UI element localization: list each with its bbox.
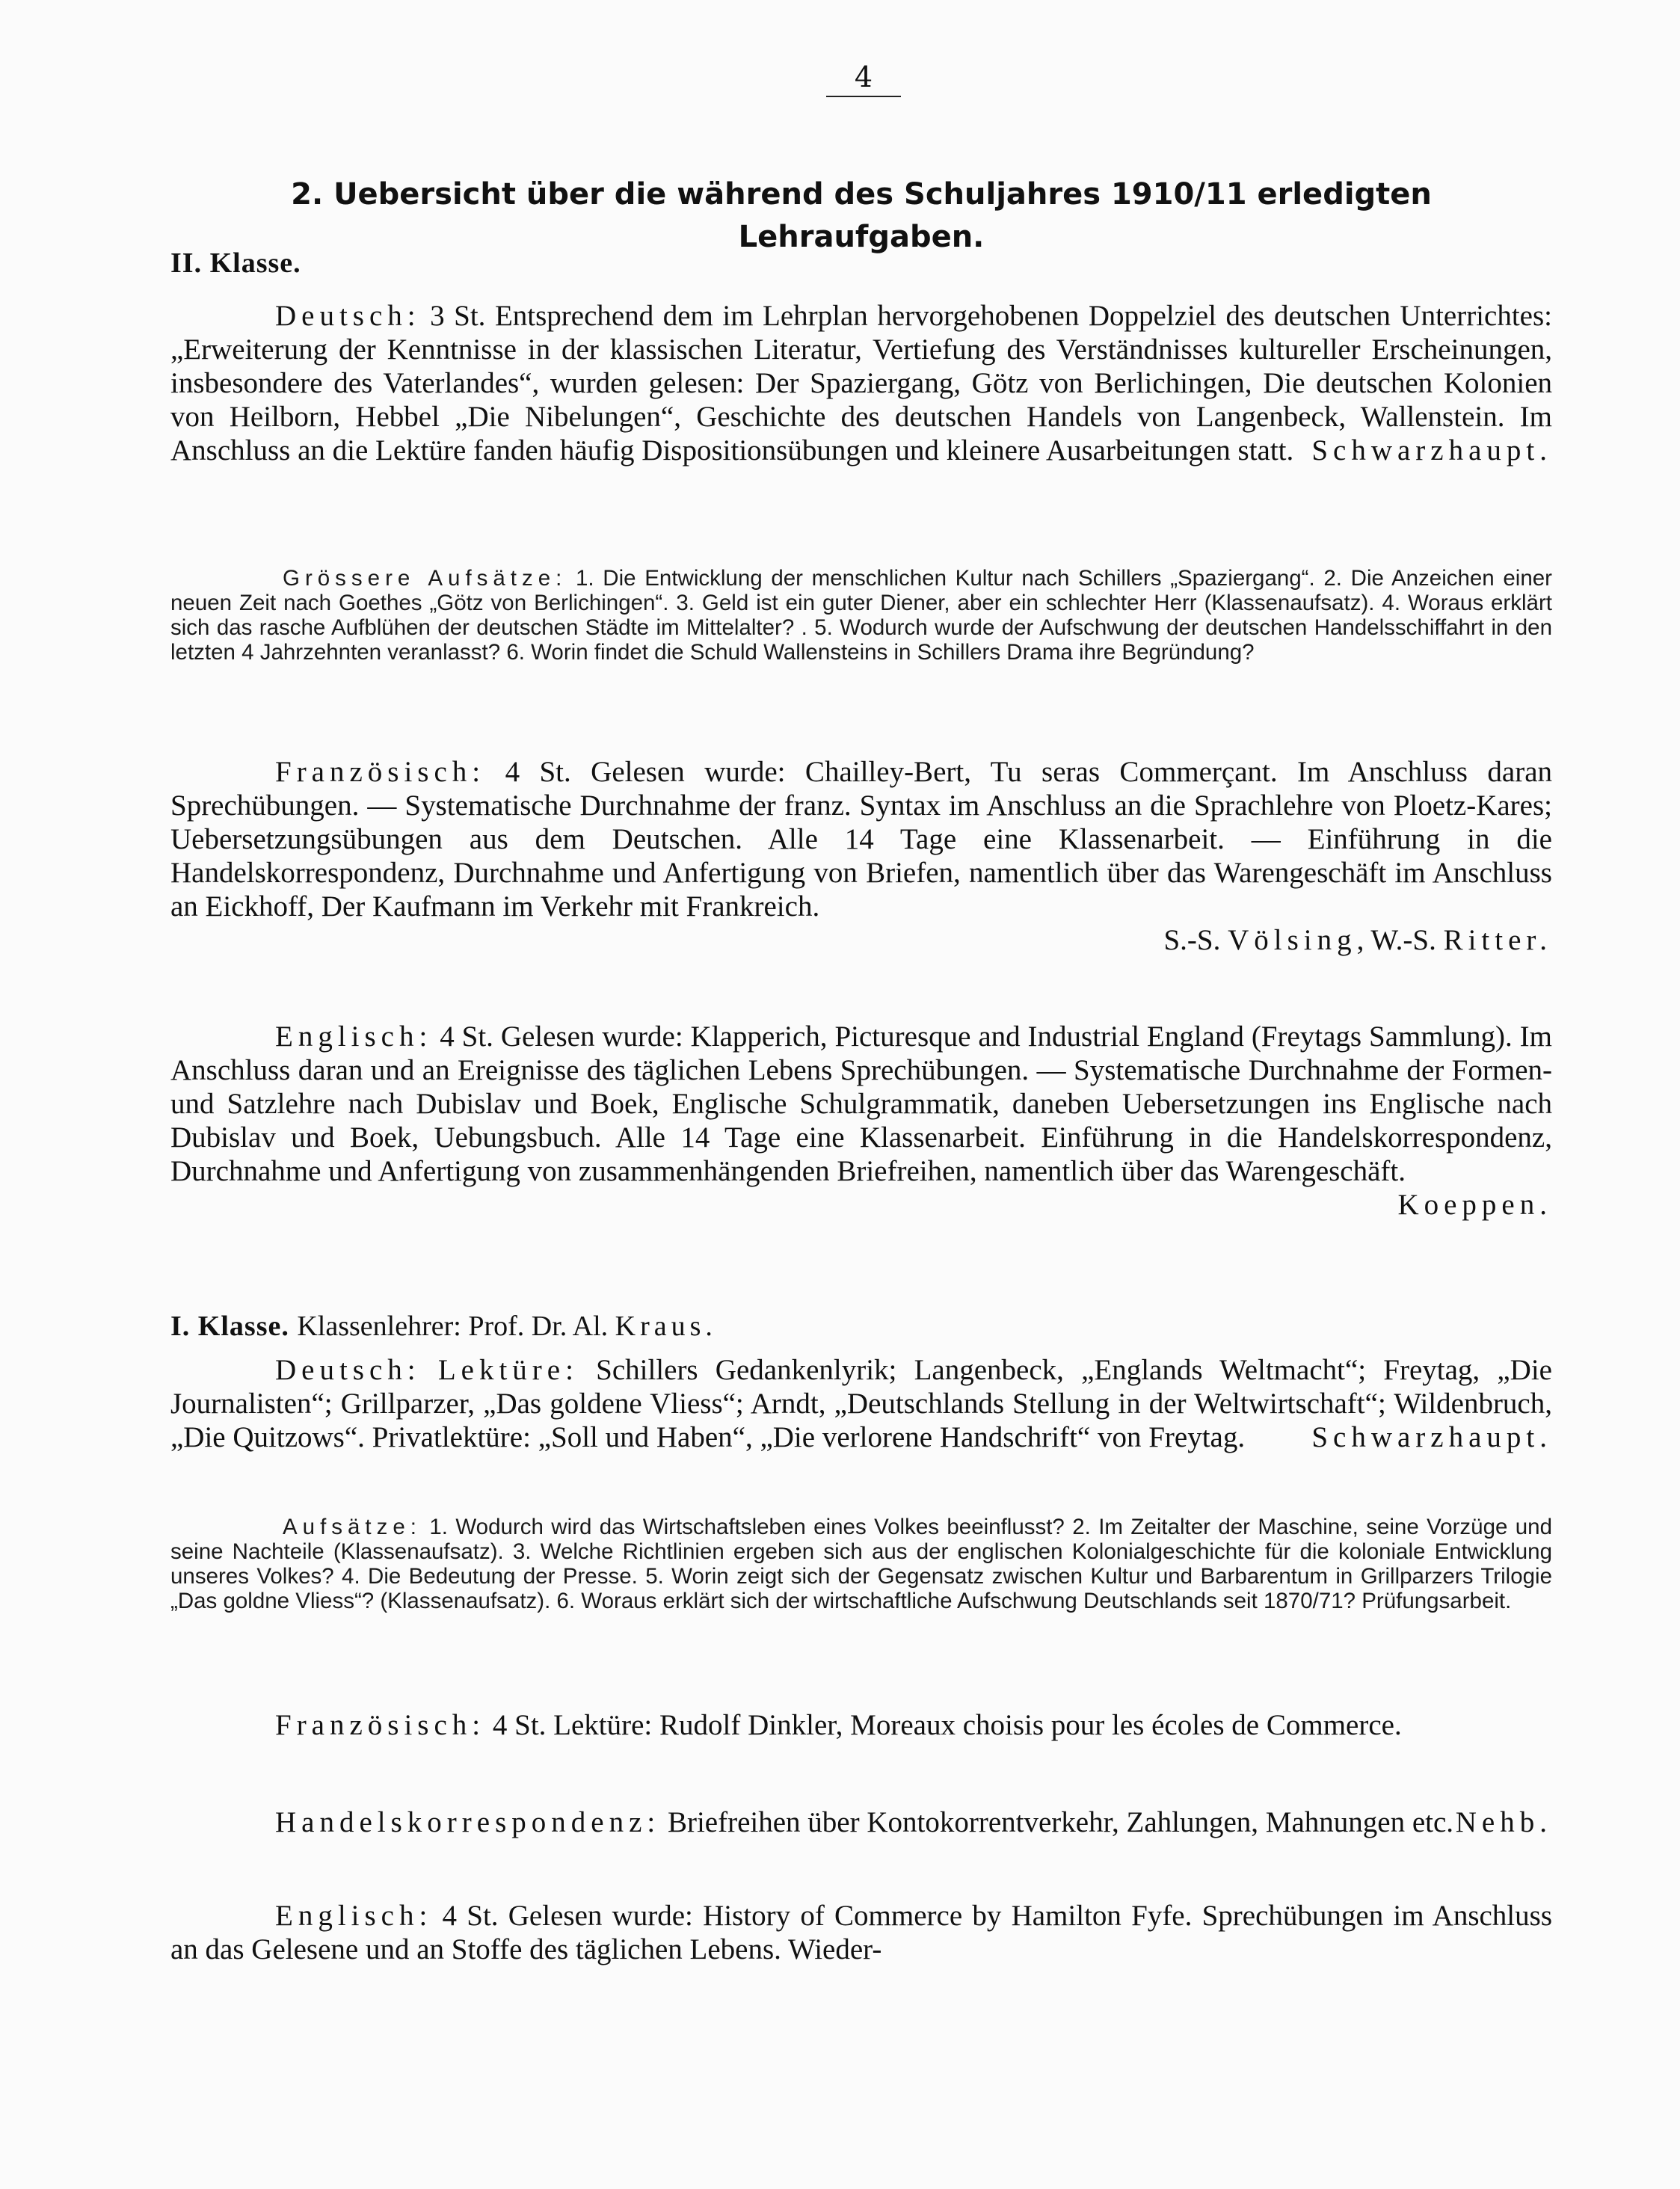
class-1-deutsch-text: Schillers Gedankenlyrik; Langenbeck, „Englands Weltmacht“; Freytag, „Die Journalisten“; Grillparzer, „Das goldene Vliess“; Arndt, „Deutschlands Stellung in der Weltwirtschaft“; Wildenbruch, „Die Quitzows“. Privatlektüre: „Soll und Haben“, „Die verlorene Handschrift“ von Freytag. — [170, 1354, 1552, 1453]
class-1-franzoesisch — [170, 1708, 1552, 1742]
class-1-aufsaetze — [170, 1515, 1552, 1613]
class-1-title: I. Klasse. — [170, 1311, 289, 1342]
section-title: 2. Uebersicht über die während des Schuljahres 1910/11 erledigten Lehraufgaben. — [291, 177, 1432, 254]
teacher-voelsing: Völsing — [1228, 924, 1357, 956]
class-1-englisch-text: 4 St. Gelesen wurde: History of Commerce by Hamilton Fyfe. Sprechübungen im Anschluss an das Gelesene und an Stoffe des täglichen Lebens. Wieder- — [170, 1900, 1552, 1965]
teacher-ritter: Ritter. — [1443, 924, 1552, 956]
class-2-englisch — [170, 1020, 1552, 1222]
class-2-heading: II. Klasse. — [170, 247, 301, 279]
class-2-franzoesisch-text: 4 St. Gelesen wurde: Chailley-Bert, Tu seras Commerçant. Im Anschluss daran Sprechübungen. — Systematische Durchnahme der franz. Syntax im Anschluss an die Sprachlehre von Ploetz-Kares; Uebersetzungsübungen aus dem Deutschen. Alle 14 Tage eine Klassenarbeit. — Einführung in die Handelskorrespondenz, Durchnahme und Anfertigung von Briefen, namentlich über das Warengeschäft im Anschluss an Eickhoff, Der Kaufmann im Verkehr mit Frankreich. — [170, 756, 1552, 923]
teacher-schwarzhaupt: Schwarzhaupt. — [1311, 434, 1552, 467]
subject-englisch-1: Englisch: — [275, 1900, 433, 1932]
class-2-deutsch — [170, 299, 1552, 467]
subject-deutsch: Deutsch: — [275, 300, 421, 332]
class-teacher-label: Klassenlehrer: Prof. Dr. Al. — [297, 1311, 615, 1342]
class-1-aufsaetze-text: 1. Wodurch wird das Wirtschaftsleben eines Volkes beeinflusst? 2. Im Zeitalter der Maschine, seine Vorzüge und seine Nachteile (Klassenaufsatz). 3. Welche Richtlinien ergeben sich aus der englischen Kolonialgeschichte für die koloniale Entwicklung unseres Volkes? 4. Die Bedeutung der Presse. 5. Worin zeigt sich der Gegensatz zwischen Kultur und Barbarentum in Grillparzers Trilogie „Das goldne Vliess“? (Klassenaufsatz). 6. Woraus erklärt sich der wirtschaftliche Aufschwung Deutschlands seit 1870/71? Prüfungsarbeit. — [170, 1515, 1552, 1613]
class-2-franzoesisch — [170, 755, 1552, 957]
teacher-nehb: Nehb. — [1455, 1806, 1552, 1838]
teacher-schwarzhaupt-1: Schwarzhaupt. — [1311, 1421, 1552, 1453]
aufsaetze-label: Grössere Aufsätze: — [283, 566, 567, 591]
class-teacher-name: Kraus. — [615, 1311, 717, 1342]
teacher-koeppen: Koeppen. — [1397, 1189, 1552, 1221]
subject-franzoesisch: Französisch: — [275, 756, 486, 788]
page-number: 4 — [826, 58, 901, 97]
class-2-aufsaetze-text: 1. Die Entwicklung der menschlichen Kultur nach Schillers „Spaziergang“. 2. Die Anzeichen einer neuen Zeit nach Goethes „Götz von Berlichingen“. 3. Geld ist ein guter Diener, aber ein schlechter Herr (Klassenaufsatz). 4. Woraus erklärt sich das rasche Aufblühen der deutschen Städte im Mittelalter? . 5. Wodurch wurde der Aufschwung der deutschen Handelsschiffahrt in den letzten 4 Jahrzehnten veranlasst? 6. Worin findet die Schuld Wallensteins in Schillers Drama ihre Begründung? — [170, 566, 1552, 665]
class-2-aufsaetze — [170, 566, 1552, 665]
aufsaetze-label-1: Aufsätze: — [283, 1515, 422, 1539]
class-2-deutsch-text: 3 St. Entsprechend dem im Lehrplan hervorgehobenen Doppelziel des deutschen Unterrichtes: „Erweiterung der Kenntnisse in der klassischen Literatur, Vertiefung des Verständnisses kultureller Erscheinungen, insbesondere des Vaterlandes“, wurden gelesen: Der Spaziergang, Götz von Berlichingen, Die deutschen Kolonien von Heilborn, Hebbel „Die Nibelungen“, Geschichte des deutschen Handels von Langenbeck, Wallenstein. Im Anschluss an die Lektüre fanden häufig Dispositionsübungen und kleinere Ausarbeitungen statt. — [170, 300, 1552, 467]
subject-handelskorrespondenz: Handelskorrespondenz: — [275, 1806, 661, 1838]
class-1-heading — [170, 1310, 717, 1343]
teacher-line-franzoesisch: S.-S. Völsing, W.-S. Ritter. — [1163, 924, 1552, 956]
class-1-handelskorrespondenz — [170, 1805, 1552, 1839]
lektuere-label: Lektüre: — [437, 1354, 579, 1386]
subject-englisch: Englisch: — [275, 1020, 433, 1053]
subject-franzoesisch-1: Französisch: — [275, 1709, 486, 1741]
class-1-handelskorrespondenz-text: Briefreihen über Kontokorrentverkehr, Zahlungen, Mahnungen etc. — [660, 1806, 1454, 1838]
class-1-franzoesisch-text: 4 St. Lektüre: Rudolf Dinkler, Moreaux choisis pour les écoles de Commerce. — [485, 1709, 1402, 1741]
class-1-deutsch — [170, 1353, 1552, 1454]
class-2-englisch-text: 4 St. Gelesen wurde: Klapperich, Picturesque and Industrial England (Freytags Sammlung). Im Anschluss daran und an Ereignisse des täglichen Lebens Sprechübungen. — Systematische Durchnahme der Formen- und Satzlehre nach Dubislav und Boek, Englische Schulgrammatik, daneben Uebersetzungen ins Englische nach Dubislav und Boek, Uebungsbuch. Alle 14 Tage eine Klassenarbeit. Einführung in die Handelskorrespondenz, Durchnahme und Anfertigung von zusammenhängenden Briefreihen, namentlich über das Warengeschäft. — [170, 1020, 1552, 1187]
class-1-englisch — [170, 1899, 1552, 1966]
subject-deutsch-1: Deutsch: — [275, 1354, 421, 1386]
